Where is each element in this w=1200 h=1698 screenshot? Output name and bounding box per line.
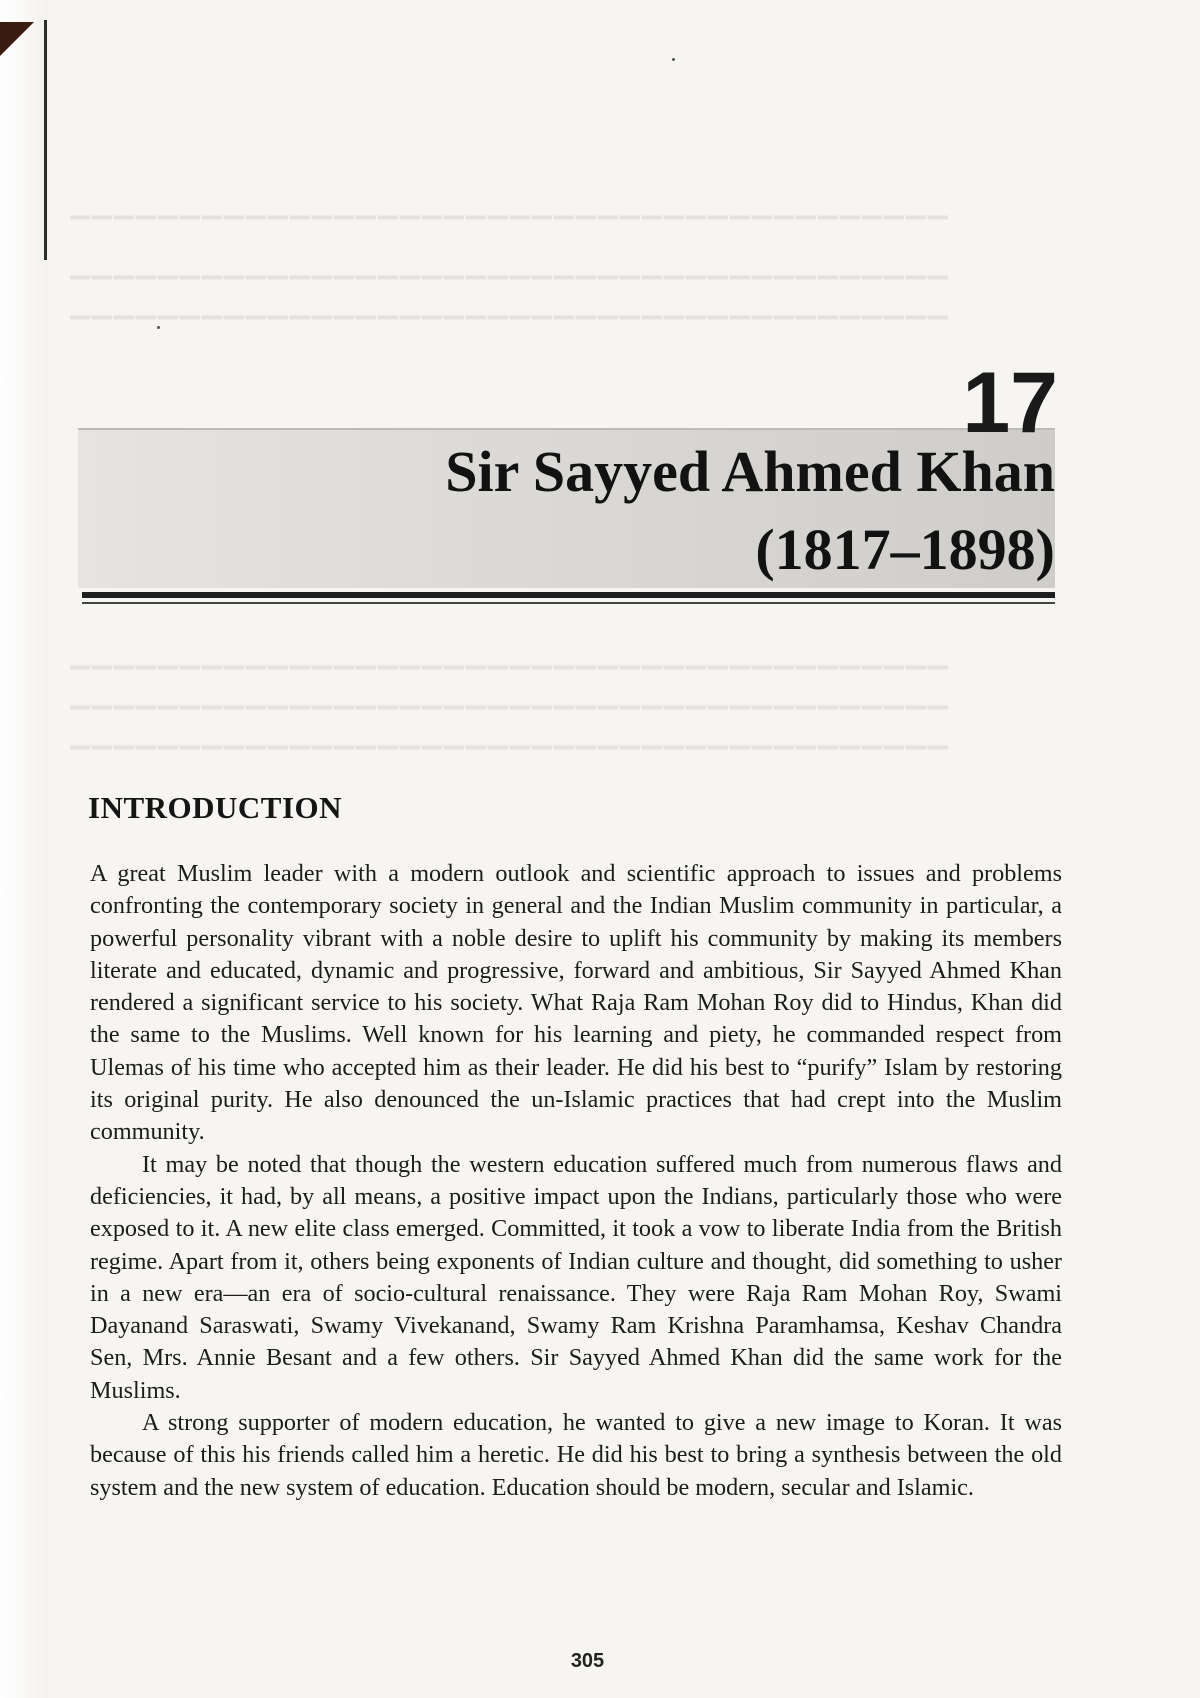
page-number: 305 [570,1650,605,1672]
bleed-through-band: ▁▁▁▁▁▁▁▁▁▁▁▁▁▁▁▁▁▁▁▁▁▁▁▁▁▁▁▁▁▁▁▁▁▁▁▁▁▁▁▁ [70,190,950,219]
bleed-through-band: ▁▁▁▁▁▁▁▁▁▁▁▁▁▁▁▁▁▁▁▁▁▁▁▁▁▁▁▁▁▁▁▁▁▁▁▁▁▁▁▁ [70,250,950,279]
paragraph: A strong supporter of modern education, he wanted to give a new image to Koran. It was because of this his friends called him a heretic. He did his best to bring a synthesis between the old system and the new system of education. Education should be modern, secular and Islamic. [90,1409,1062,1501]
chapter-number: 17 [962,355,1058,451]
section-heading: INTRODUCTION [88,790,343,825]
bleed-through-band: ▁▁▁▁▁▁▁▁▁▁▁▁▁▁▁▁▁▁▁▁▁▁▁▁▁▁▁▁▁▁▁▁▁▁▁▁▁▁▁▁ [70,640,950,669]
binding-edge-line [44,20,47,260]
page-corner-shadow [0,22,34,56]
paragraph: It may be noted that though the western education suffered much from numerous flaws and deficiencies, it had, by all means, a positive impact upon the Indians, particularly those who were exposed to it. A new elite class emerged. Committed, it took a vow to liberate India from the British regime. Apart from it, others being exponents of Indian culture and thought, did something to usher in a new era—an era of socio-cultural renaissance. They were Raja Ram Mohan Roy, Swami Dayanand Saraswati, Swamy Vivekanand, Swamy Ram Krishna Paramhamsa, Keshav Chandra Sen, Mrs. Annie Besant and a few others. Sir Sayyed Ahmed Khan did the same work for the Muslims. [90,1150,1062,1404]
paper-speck [157,326,160,329]
page-left-margin [0,0,48,1698]
paper-speck [672,58,675,61]
bleed-through-band: ▁▁▁▁▁▁▁▁▁▁▁▁▁▁▁▁▁▁▁▁▁▁▁▁▁▁▁▁▁▁▁▁▁▁▁▁▁▁▁▁ [70,680,950,709]
chapter-subtitle-years: (1817–1898) [755,517,1055,582]
title-rule-thin [82,602,1055,604]
bleed-through-band: ▁▁▁▁▁▁▁▁▁▁▁▁▁▁▁▁▁▁▁▁▁▁▁▁▁▁▁▁▁▁▁▁▁▁▁▁▁▁▁▁ [70,720,950,749]
paragraph: A great Muslim leader with a modern outlook and scientific approach to issues and problems confronting the contemporary society in general and the Indian Muslim community in particular, a powerful personality vibrant with a noble desire to uplift his community by making its members literate and educated, dynamic and progressive, forward and ambitious, Sir Sayyed Ahmed Khan rendered a significant service to his society. What Raja Ram Mohan Roy did to Hindus, Khan did the same to the Muslims. Well known for his learning and piety, he commanded respect from Ulemas of his time who accepted him as their leader. He did his best to “purify” Islam by restoring its original purity. He also denounced the un-Islamic practices that had crept into the Muslim community. [90,860,1062,1146]
chapter-title: Sir Sayyed Ahmed Khan [445,439,1055,504]
body-text [90,858,1062,1504]
title-rule-thick [82,592,1055,598]
bleed-through-band: ▁▁▁▁▁▁▁▁▁▁▁▁▁▁▁▁▁▁▁▁▁▁▁▁▁▁▁▁▁▁▁▁▁▁▁▁▁▁▁▁ [70,290,950,319]
